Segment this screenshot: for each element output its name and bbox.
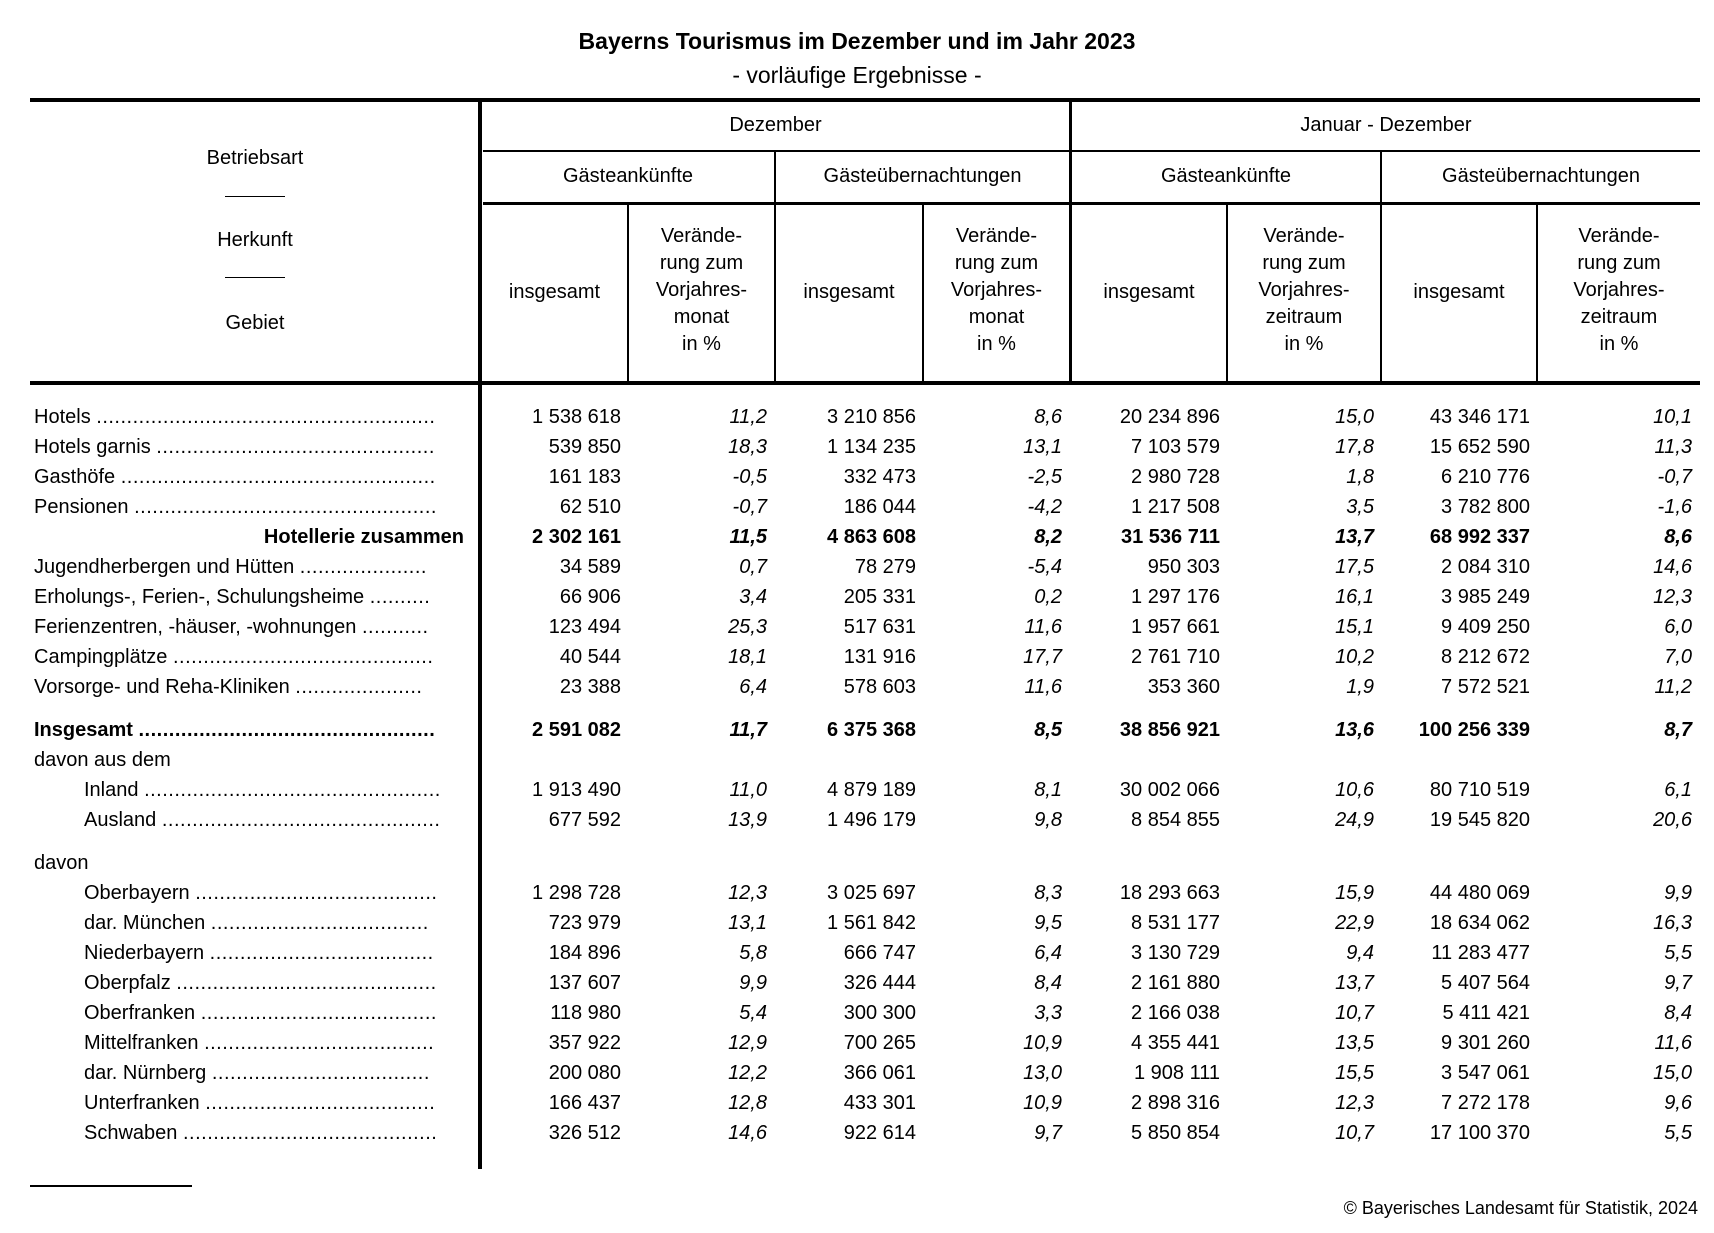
table-cell: 5,8 (739, 942, 767, 964)
table-cell: 700 265 (843, 1032, 916, 1054)
table-cell: 38 856 921 (1119, 719, 1220, 741)
table-cell: 539 850 (548, 436, 621, 458)
row-label-text: davon (34, 852, 89, 874)
table-cell: 20 234 896 (1119, 406, 1220, 428)
table-row (0, 908, 1714, 938)
row-label-text: Oberbayern (84, 882, 190, 904)
leader-dots: ..................................... (209, 942, 434, 964)
table-row (0, 938, 1714, 968)
table-cell: 34 589 (559, 556, 621, 578)
table-cell: 357 922 (548, 1032, 621, 1054)
table-cell: 8,5 (1034, 719, 1062, 741)
table-cell: 9,8 (1034, 809, 1062, 831)
table-cell: 300 300 (843, 1002, 916, 1024)
rule-header-bottom (30, 381, 1700, 385)
table-cell: 3 025 697 (827, 882, 916, 904)
table-cell: 10,7 (1335, 1002, 1374, 1024)
table-cell: 433 301 (843, 1092, 916, 1114)
table-cell: 11,3 (1654, 436, 1692, 458)
table-row (0, 1088, 1714, 1118)
table-cell: 13,6 (1335, 719, 1374, 741)
table-cell: 10,6 (1335, 779, 1374, 801)
row-label-text: Unterfranken (84, 1092, 200, 1114)
table-cell: 13,9 (728, 809, 767, 831)
table-cell: 13,1 (1023, 436, 1062, 458)
table-cell: 80 710 519 (1429, 779, 1530, 801)
header-year-ankuenfte: Gästeankünfte (1160, 165, 1292, 187)
leader-dots: .................................... (210, 912, 429, 934)
table-cell: 4 879 189 (827, 779, 916, 801)
table-cell: 10,9 (1023, 1092, 1062, 1114)
leader-dots: ................................................. (138, 719, 436, 741)
row-label-text: Schwaben (84, 1122, 178, 1144)
table-cell: 10,9 (1023, 1032, 1062, 1054)
rule-measure (483, 202, 1700, 205)
table-cell: 9,9 (1664, 882, 1692, 904)
table-cell: -2,5 (1027, 466, 1062, 488)
row-label-text: davon aus dem (34, 749, 171, 771)
table-cell: 3,4 (739, 586, 767, 608)
table-cell: 23 388 (559, 676, 621, 698)
table-cell: 1 538 618 (532, 406, 621, 428)
table-cell: 18,3 (728, 436, 767, 458)
row-label-text: Mittelfranken (84, 1032, 199, 1054)
table-cell: 18,1 (728, 646, 767, 668)
table-cell: 9,5 (1034, 912, 1062, 934)
table-cell: 7 572 521 (1441, 676, 1530, 698)
row-label (84, 1028, 464, 1058)
table-cell: 2 084 310 (1441, 556, 1530, 578)
table-cell: 7 272 178 (1441, 1092, 1530, 1114)
table-cell: 8,3 (1034, 882, 1062, 904)
table-cell: 10,1 (1653, 406, 1692, 428)
table-cell: 332 473 (843, 466, 916, 488)
table-cell: 13,1 (728, 912, 767, 934)
table-cell: 723 979 (548, 912, 621, 934)
table-cell: 8,6 (1034, 406, 1062, 428)
table-cell: 8 212 672 (1441, 646, 1530, 668)
table-cell: 9 301 260 (1441, 1032, 1530, 1054)
row-label-text: Hotellerie zusammen (263, 526, 464, 548)
header-year-uebernachtungen: Gästeübernachtungen (1442, 165, 1640, 187)
table-cell: 13,7 (1335, 526, 1374, 548)
stub-divider-1 (225, 196, 285, 197)
leader-dots: ........................................ (195, 882, 438, 904)
table-cell: 5,4 (739, 1002, 767, 1024)
table-cell: 14,6 (1653, 556, 1692, 578)
stub-divider-2 (225, 277, 285, 278)
leader-dots: .......... (369, 586, 431, 608)
table-cell: -0,7 (1657, 466, 1692, 488)
table-cell: 16,1 (1335, 586, 1374, 608)
table-cell: 1,9 (1346, 676, 1374, 698)
table-cell: 11,6 (1024, 676, 1062, 698)
table-cell: 15,1 (1335, 616, 1374, 638)
rule-v-year (1069, 100, 1072, 383)
table-cell: 1 298 728 (532, 882, 621, 904)
table-cell: -0,5 (732, 466, 767, 488)
row-label (34, 715, 464, 745)
table-cell: 11,0 (729, 779, 767, 801)
table-cell: 326 444 (843, 972, 916, 994)
table-cell: 15,0 (1335, 406, 1374, 428)
table-cell: 1 957 661 (1131, 616, 1220, 638)
table-row (0, 1028, 1714, 1058)
table-cell: 8,6 (1664, 526, 1692, 548)
row-label-text: Campingplätze (34, 646, 168, 668)
table-cell: 13,0 (1023, 1062, 1062, 1084)
table-row (0, 878, 1714, 908)
rule-period (483, 150, 1700, 152)
table-row (0, 1058, 1714, 1088)
table-cell: 1 297 176 (1131, 586, 1220, 608)
table-row (0, 672, 1714, 702)
table-cell: 12,3 (1335, 1092, 1374, 1114)
table-row (0, 522, 1714, 552)
table-cell: 10,2 (1335, 646, 1374, 668)
header-dez-ankuenfte: Gästeankünfte (562, 165, 694, 187)
table-cell: 200 080 (548, 1062, 621, 1084)
table-cell: 677 592 (548, 809, 621, 831)
table-row (0, 642, 1714, 672)
stub-betriebsart: Betriebsart (206, 147, 304, 169)
table-cell: 6,0 (1664, 616, 1692, 638)
header-januar-dezember: Januar - Dezember (1300, 114, 1472, 136)
row-label-text: Ausland (84, 809, 157, 831)
table-cell: 161 183 (548, 466, 621, 488)
table-cell: 3 985 249 (1441, 586, 1530, 608)
table-cell: 12,2 (728, 1062, 767, 1084)
row-label (34, 432, 464, 462)
table-cell: 12,3 (728, 882, 767, 904)
table-cell: 11,6 (1654, 1032, 1692, 1054)
row-label-text: Gasthöfe (34, 466, 116, 488)
rule-top (30, 98, 1700, 102)
row-label (34, 745, 464, 775)
table-cell: 12,8 (728, 1092, 767, 1114)
header-insgesamt-2: insgesamt (803, 281, 895, 303)
row-label-text: Ferienzentren, -häuser, -wohnungen (34, 616, 357, 638)
table-cell: 922 614 (843, 1122, 916, 1144)
row-label-text: Oberpfalz (84, 972, 171, 994)
table-cell: 24,9 (1335, 809, 1374, 831)
table-cell: 5 407 564 (1441, 972, 1530, 994)
table-row (0, 775, 1714, 805)
header-change-1: Verände- rung zum Vorjahres- monat in % (655, 225, 748, 355)
table-cell: 100 256 339 (1418, 719, 1530, 741)
table-cell: 1 496 179 (827, 809, 916, 831)
table-cell: 3 547 061 (1441, 1062, 1530, 1084)
table-cell: 13,5 (1335, 1032, 1374, 1054)
table-cell: 8,4 (1034, 972, 1062, 994)
table-cell: 0,7 (739, 556, 767, 578)
table-cell: 9,7 (1664, 972, 1692, 994)
row-label (34, 522, 464, 552)
table-cell: 17 100 370 (1429, 1122, 1530, 1144)
row-label-text: Erholungs-, Ferien-, Schulungsheime (34, 586, 365, 608)
table-cell: 5,5 (1664, 942, 1692, 964)
table-cell: -4,2 (1027, 496, 1062, 518)
row-label (34, 552, 464, 582)
leader-dots: ................................................. (144, 779, 441, 801)
table-cell: 0,2 (1034, 586, 1062, 608)
table-row (0, 462, 1714, 492)
table-cell: 8,4 (1664, 1002, 1692, 1024)
table-cell: 11 283 477 (1431, 942, 1530, 964)
table-row (0, 998, 1714, 1028)
table-row (0, 492, 1714, 522)
row-label (34, 492, 464, 522)
row-label-text: Pensionen (34, 496, 129, 518)
table-cell: 6 375 368 (827, 719, 916, 741)
row-label (34, 402, 464, 432)
row-label-text: Hotels garnis (34, 436, 151, 458)
table-cell: 1 913 490 (532, 779, 621, 801)
table-cell: 1 561 842 (827, 912, 916, 934)
table-cell: 137 607 (548, 972, 621, 994)
table-cell: 353 360 (1147, 676, 1220, 698)
leader-dots: .................................................... (120, 466, 436, 488)
leader-dots: .................................... (211, 1062, 430, 1084)
table-cell: 5 411 421 (1442, 1002, 1530, 1024)
row-label-text: Niederbayern (84, 942, 205, 964)
table-row (0, 1118, 1714, 1148)
table-cell: 11,6 (1024, 616, 1062, 638)
row-label-text: Insgesamt (34, 719, 133, 741)
table-row (0, 745, 1714, 775)
header-dezember: Dezember (729, 114, 822, 136)
leader-dots: ....................................... (200, 1002, 437, 1024)
table-row (0, 552, 1714, 582)
table-row (0, 432, 1714, 462)
table-row (0, 402, 1714, 432)
table-cell: 15,0 (1653, 1062, 1692, 1084)
table-cell: 11,5 (729, 526, 767, 548)
table-cell: 18 293 663 (1119, 882, 1220, 904)
table-cell: 1,8 (1346, 466, 1374, 488)
row-label (84, 805, 464, 835)
table-cell: 62 510 (559, 496, 621, 518)
row-label (84, 998, 464, 1028)
table-cell: 666 747 (843, 942, 916, 964)
table-cell: 8 854 855 (1131, 809, 1220, 831)
table-cell: 17,5 (1335, 556, 1374, 578)
stub-herkunft: Herkunft (217, 229, 293, 251)
row-label (84, 968, 464, 998)
table-cell: 166 437 (548, 1092, 621, 1114)
leader-dots: ...................................... (205, 1092, 436, 1114)
table-cell: 8,7 (1664, 719, 1692, 741)
table-cell: 3,3 (1034, 1002, 1062, 1024)
table-cell: 2 166 038 (1131, 1002, 1220, 1024)
table-cell: 186 044 (843, 496, 916, 518)
table-cell: 44 480 069 (1429, 882, 1530, 904)
table-cell: 123 494 (548, 616, 621, 638)
table-cell: 2 161 880 (1131, 972, 1220, 994)
table-title: Bayerns Tourismus im Dezember und im Jahr 2023 (578, 28, 1136, 54)
table-cell: -0,7 (732, 496, 767, 518)
row-label (34, 462, 464, 492)
row-label-text: Inland (84, 779, 139, 801)
leader-dots: .............................................. (156, 436, 435, 458)
table-cell: 12,9 (728, 1032, 767, 1054)
table-cell: 11,2 (729, 406, 767, 428)
row-label-text: Jugendherbergen und Hütten (34, 556, 295, 578)
table-cell: 11,7 (729, 719, 767, 741)
table-cell: 2 898 316 (1131, 1092, 1220, 1114)
table-cell: -5,4 (1027, 556, 1062, 578)
table-cell: 19 545 820 (1429, 809, 1530, 831)
row-label (34, 672, 464, 702)
row-label-text: Hotels (34, 406, 91, 428)
leader-dots: ........................................................ (96, 406, 436, 428)
table-cell: 9 409 250 (1441, 616, 1530, 638)
table-cell: 7,0 (1664, 646, 1692, 668)
table-cell: 16,3 (1653, 912, 1692, 934)
leader-dots: .......................................... (182, 1122, 438, 1144)
table-cell: 9,6 (1664, 1092, 1692, 1114)
table-cell: 118 980 (550, 1002, 621, 1024)
table-cell: 6,4 (739, 676, 767, 698)
row-label-text: Vorsorge- und Reha-Kliniken (34, 676, 290, 698)
header-dez-uebernachtungen: Gästeübernachtungen (823, 165, 1022, 187)
table-cell: 517 631 (843, 616, 916, 638)
table-cell: 7 103 579 (1131, 436, 1220, 458)
table-cell: 4 863 608 (827, 526, 916, 548)
leader-dots: .................................................. (134, 496, 437, 518)
table-cell: 366 061 (843, 1062, 916, 1084)
table-cell: 5 850 854 (1131, 1122, 1220, 1144)
table-cell: 17,8 (1335, 436, 1374, 458)
leader-dots: .............................................. (161, 809, 441, 831)
row-label (34, 848, 464, 878)
table-row (0, 848, 1714, 878)
table-cell: 15,9 (1335, 882, 1374, 904)
table-cell: 14,6 (728, 1122, 767, 1144)
table-cell: 1 217 508 (1131, 496, 1220, 518)
table-cell: 10,7 (1335, 1122, 1374, 1144)
row-label (84, 1088, 464, 1118)
table-cell: 17,7 (1023, 646, 1062, 668)
row-label (84, 878, 464, 908)
header-insgesamt-1: insgesamt (508, 281, 601, 303)
header-insgesamt-3: insgesamt (1103, 281, 1195, 303)
table-cell: 22,9 (1335, 912, 1374, 934)
table-cell: 18 634 062 (1429, 912, 1530, 934)
table-cell: 9,9 (739, 972, 767, 994)
table-cell: 12,3 (1653, 586, 1692, 608)
table-row (0, 715, 1714, 745)
row-label (84, 908, 464, 938)
header-insgesamt-4: insgesamt (1413, 281, 1505, 303)
table-cell: 25,3 (728, 616, 767, 638)
table-cell: 8,1 (1034, 779, 1062, 801)
stub-gebiet: Gebiet (225, 312, 285, 334)
table-cell: 66 906 (559, 586, 621, 608)
table-cell: 20,6 (1653, 809, 1692, 831)
table-cell: 68 992 337 (1429, 526, 1530, 548)
table-cell: 5,5 (1664, 1122, 1692, 1144)
table-cell: 6,4 (1034, 942, 1062, 964)
row-label (34, 612, 464, 642)
table-cell: 30 002 066 (1119, 779, 1220, 801)
row-label-text: dar. München (84, 912, 206, 934)
leader-dots: ........................................... (176, 972, 437, 994)
row-label-text: Oberfranken (84, 1002, 196, 1024)
table-cell: 8,2 (1034, 526, 1062, 548)
table-cell: 6 210 776 (1441, 466, 1530, 488)
row-label (84, 1118, 464, 1148)
table-cell: 43 346 171 (1429, 406, 1530, 428)
table-cell: 2 980 728 (1131, 466, 1220, 488)
table-row (0, 582, 1714, 612)
table-cell: 9,4 (1346, 942, 1374, 964)
table-cell: 8 531 177 (1131, 912, 1220, 934)
header-change-3: Verände- rung zum Vorjahres- zeitraum in % (1258, 225, 1350, 355)
row-label (34, 642, 464, 672)
table-subtitle: - vorläufige Ergebnisse - (732, 62, 982, 88)
table-cell: -1,6 (1657, 496, 1692, 518)
table-cell: 78 279 (854, 556, 916, 578)
row-label (84, 775, 464, 805)
table-cell: 578 603 (843, 676, 916, 698)
leader-dots: ..................... (295, 676, 423, 698)
table-cell: 326 512 (548, 1122, 621, 1144)
table-cell: 184 896 (548, 942, 621, 964)
table-cell: 3 130 729 (1131, 942, 1220, 964)
table-cell: 9,7 (1034, 1122, 1062, 1144)
row-label (34, 582, 464, 612)
table-cell: 13,7 (1335, 972, 1374, 994)
table-cell: 1 908 111 (1133, 1062, 1220, 1084)
leader-dots: ........................................... (172, 646, 434, 668)
leader-dots: ..................... (299, 556, 427, 578)
table-cell: 950 303 (1147, 556, 1220, 578)
table-row (0, 805, 1714, 835)
table-row (0, 612, 1714, 642)
table-cell: 131 916 (843, 646, 916, 668)
table-cell: 4 355 441 (1131, 1032, 1220, 1054)
table-row (0, 968, 1714, 998)
row-label (84, 1058, 464, 1088)
row-label (84, 938, 464, 968)
table-cell: 40 544 (559, 646, 621, 668)
table-cell: 15 652 590 (1429, 436, 1530, 458)
table-cell: 205 331 (843, 586, 916, 608)
leader-dots: ...................................... (204, 1032, 435, 1054)
table-cell: 2 302 161 (532, 526, 621, 548)
table-cell: 1 134 235 (827, 436, 916, 458)
table-cell: 2 591 082 (532, 719, 621, 741)
leader-dots: ........... (361, 616, 429, 638)
copyright-footer: © Bayerisches Landesamt für Statistik, 2024 (1343, 1198, 1698, 1218)
table-cell: 3 210 856 (827, 406, 916, 428)
header-change-4: Verände- rung zum Vorjahres- zeitraum in % (1573, 225, 1665, 355)
table-cell: 31 536 711 (1121, 526, 1220, 548)
table-cell: 11,2 (1654, 676, 1692, 698)
rule-footnote (30, 1185, 192, 1187)
header-change-2: Verände- rung zum Vorjahres- monat in % (950, 225, 1043, 355)
table-cell: 6,1 (1664, 779, 1692, 801)
table-cell: 2 761 710 (1131, 646, 1220, 668)
table-cell: 3,5 (1346, 496, 1374, 518)
table-cell: 15,5 (1335, 1062, 1374, 1084)
table-cell: 3 782 800 (1441, 496, 1530, 518)
row-label-text: dar. Nürnberg (84, 1062, 207, 1084)
